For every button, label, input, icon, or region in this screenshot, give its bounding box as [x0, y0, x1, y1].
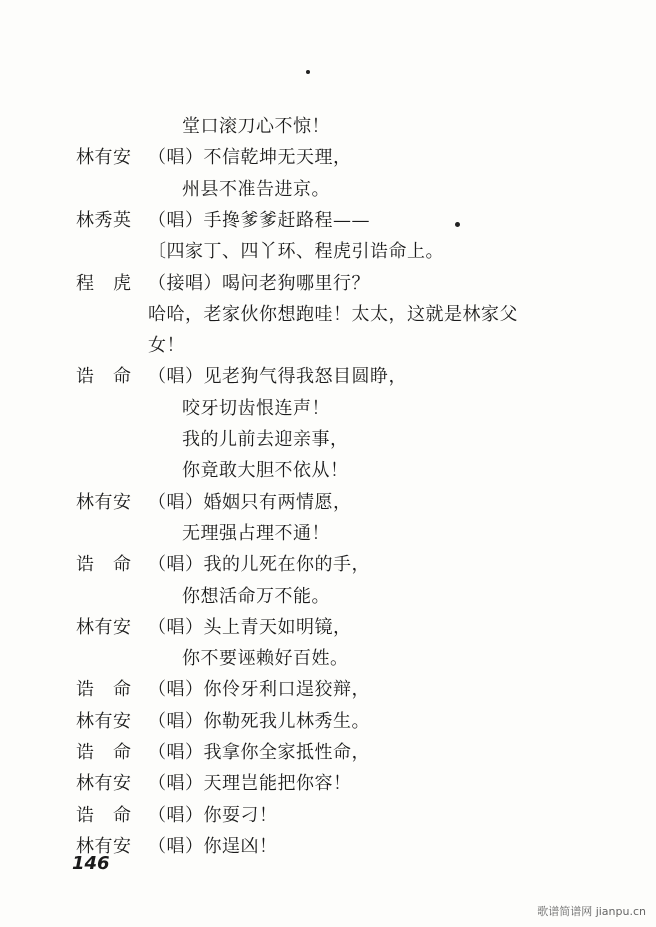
line-text: 堂口滚刀心不惊！ [182, 116, 330, 137]
page-number: 146 [72, 853, 110, 874]
line-text: 你竟敢大胆不依从！ [182, 460, 349, 482]
script-line [0, 237, 656, 267]
speaker-name: 诰 命 [76, 679, 132, 701]
line-text: 哈哈，老家伙你想跑哇！太太，这就是林家父 [148, 303, 518, 325]
line-text: 州县不准告进京。 [182, 178, 330, 200]
script-line [0, 488, 656, 518]
script-line [0, 300, 656, 330]
speaker-name: 林有安 [76, 616, 132, 638]
line-text: （接唱）喝问老狗哪里行？ [148, 272, 370, 294]
script-line [0, 707, 656, 737]
line-text: （唱）不信乾坤无天理， [148, 147, 352, 169]
speaker-name: 林秀英 [76, 209, 132, 231]
script-line [0, 425, 656, 455]
line-text: （唱）我拿你全家抵性命， [148, 742, 370, 763]
line-text: （唱）头上青天如明镜， [148, 616, 352, 638]
speaker-name: 林有安 [76, 773, 132, 795]
script-line [0, 738, 656, 768]
script-line [0, 175, 656, 205]
script-line [0, 143, 656, 173]
speaker-name: 林有安 [76, 710, 132, 732]
speaker-name: 林有安 [76, 491, 132, 513]
script-line [0, 582, 656, 612]
script-line [0, 675, 656, 705]
line-text: 无理强占理不通！ [182, 522, 330, 544]
script-line [0, 801, 656, 831]
line-text: （唱）你伶牙利口逞狡辩， [148, 679, 370, 701]
line-text: 你想活命万不能。 [182, 585, 330, 607]
script-line [0, 550, 656, 580]
speaker-name: 林有安 [76, 835, 132, 857]
script-line [0, 331, 656, 361]
speaker-name: 诰 命 [76, 804, 132, 826]
script-line [0, 394, 656, 424]
line-text: （唱）我的儿死在你的手， [148, 554, 370, 576]
line-text: （唱）手搀爹爹赶路程—— [148, 209, 370, 231]
line-text: 咬牙切齿恨连声！ [182, 397, 330, 419]
speaker-name: 林有安 [76, 147, 132, 169]
speaker-name: 诰 命 [76, 366, 132, 388]
line-text: 你不要诬赖好百姓。 [182, 648, 349, 670]
line-text: （唱）你逞凶！ [148, 835, 278, 857]
script-line [0, 769, 656, 799]
script-line [0, 206, 656, 236]
script-line [0, 519, 656, 549]
script-line [0, 613, 656, 643]
line-text: （唱）见老狗气得我怒目圆睁， [148, 366, 407, 388]
script-line [0, 644, 656, 674]
line-text: （唱）婚姻只有两情愿， [148, 491, 352, 513]
line-text: （唱）天理岂能把你容！ [148, 773, 352, 795]
speaker-name: 诰 命 [76, 554, 132, 576]
script-line [0, 362, 656, 392]
watermark: 歌谱简谱网 jianpu.cn [537, 905, 646, 918]
speaker-name: 诰 命 [76, 742, 132, 763]
line-text: （唱）你勒死我儿林秀生。 [148, 710, 370, 732]
script-line [0, 112, 656, 142]
stage-direction: 〔四家丁、四丫环、程虎引诰命上。 [148, 241, 444, 263]
line-text: 女！ [148, 335, 185, 357]
line-text: （唱）你耍刁！ [148, 804, 278, 826]
line-text: 我的儿前去迎亲事， [182, 429, 349, 450]
script-line [0, 456, 656, 486]
speaker-name: 程 虎 [76, 272, 132, 294]
script-line [0, 269, 656, 299]
